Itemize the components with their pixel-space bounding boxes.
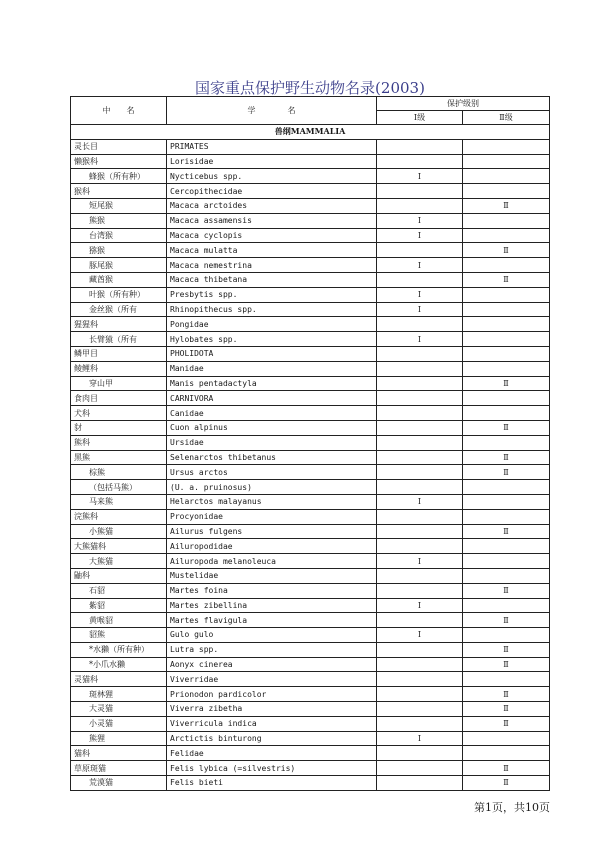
table-row — [71, 657, 550, 672]
cell-level-2 — [463, 494, 550, 509]
cell-level-2: Ⅱ — [463, 198, 550, 213]
cell-scientific-name: Rhinopithecus spp. — [167, 302, 377, 317]
cell-scientific-name: Hylobates spp. — [167, 332, 377, 347]
cell-scientific-name: Prionodon pardicolor — [167, 687, 377, 702]
cell-chinese-name: 蜂猴（所有种） — [71, 169, 167, 184]
cell-level-2 — [463, 539, 550, 554]
cell-chinese-name: 熊科 — [71, 435, 167, 450]
cell-level-2 — [463, 139, 550, 154]
table-row — [71, 243, 550, 258]
cell-scientific-name: Macaca assamensis — [167, 213, 377, 228]
cell-level-1 — [377, 198, 463, 213]
cell-level-2 — [463, 509, 550, 524]
cell-chinese-name: 犬科 — [71, 406, 167, 421]
cell-chinese-name: 浣熊科 — [71, 509, 167, 524]
cell-level-2 — [463, 480, 550, 495]
header-level-2: Ⅱ级 — [463, 111, 550, 125]
table-row — [71, 554, 550, 569]
table-row — [71, 228, 550, 243]
cell-chinese-name: 豺 — [71, 420, 167, 435]
table-row — [71, 184, 550, 199]
table-row — [71, 746, 550, 761]
cell-chinese-name: 大熊猫 — [71, 554, 167, 569]
cell-level-1: Ⅰ — [377, 213, 463, 228]
cell-chinese-name: *水獭（所有种） — [71, 642, 167, 657]
table-row — [71, 494, 550, 509]
cell-level-1 — [377, 761, 463, 776]
cell-level-1 — [377, 524, 463, 539]
cell-level-2 — [463, 302, 550, 317]
cell-level-1 — [377, 154, 463, 169]
cell-chinese-name: 食肉目 — [71, 391, 167, 406]
cell-scientific-name: Pongidae — [167, 317, 377, 332]
cell-chinese-name: 猴科 — [71, 184, 167, 199]
cell-level-2: Ⅱ — [463, 243, 550, 258]
table-row — [71, 258, 550, 273]
cell-scientific-name: Cercopithecidae — [167, 184, 377, 199]
cell-scientific-name: Viverridae — [167, 672, 377, 687]
cell-chinese-name: 台湾猴 — [71, 228, 167, 243]
cell-level-2: Ⅱ — [463, 450, 550, 465]
cell-level-1 — [377, 568, 463, 583]
cell-level-2 — [463, 406, 550, 421]
cell-level-1 — [377, 509, 463, 524]
cell-level-1: Ⅰ — [377, 302, 463, 317]
cell-level-2 — [463, 568, 550, 583]
cell-level-1 — [377, 716, 463, 731]
cell-scientific-name: Martes flavigula — [167, 613, 377, 628]
cell-scientific-name: Canidae — [167, 406, 377, 421]
cell-level-2 — [463, 731, 550, 746]
cell-level-1: Ⅰ — [377, 554, 463, 569]
cell-chinese-name: 鲮鲤科 — [71, 361, 167, 376]
cell-chinese-name: 石貂 — [71, 583, 167, 598]
cell-scientific-name: Viverra zibetha — [167, 702, 377, 717]
cell-scientific-name: PRIMATES — [167, 139, 377, 154]
cell-level-1 — [377, 613, 463, 628]
cell-chinese-name: 长臂猿（所有 — [71, 332, 167, 347]
cell-level-2: Ⅱ — [463, 613, 550, 628]
cell-chinese-name: 黑熊 — [71, 450, 167, 465]
table-row — [71, 568, 550, 583]
table-row — [71, 642, 550, 657]
cell-level-1: Ⅰ — [377, 494, 463, 509]
cell-scientific-name: Nycticebus spp. — [167, 169, 377, 184]
page-footer: 第1页，共10页 — [474, 801, 550, 814]
cell-level-1 — [377, 361, 463, 376]
cell-level-2: Ⅱ — [463, 657, 550, 672]
cell-scientific-name: Ailuropodidae — [167, 539, 377, 554]
cell-level-2 — [463, 598, 550, 613]
cell-level-2 — [463, 361, 550, 376]
cell-level-2: Ⅱ — [463, 702, 550, 717]
cell-level-2 — [463, 169, 550, 184]
cell-level-1: Ⅰ — [377, 598, 463, 613]
section-mammalia: 兽纲MAMMALIA — [71, 125, 550, 140]
cell-level-1 — [377, 746, 463, 761]
cell-level-2 — [463, 332, 550, 347]
cell-chinese-name: 藏酋猴 — [71, 272, 167, 287]
cell-level-1: Ⅰ — [377, 628, 463, 643]
header-row-1 — [71, 97, 550, 111]
header-protection-level: 保护级别 — [377, 97, 550, 111]
cell-scientific-name: Felis bieti — [167, 776, 377, 791]
cell-level-1 — [377, 243, 463, 258]
cell-level-1 — [377, 465, 463, 480]
cell-scientific-name: Procyonidae — [167, 509, 377, 524]
table-row — [71, 169, 550, 184]
table-row — [71, 198, 550, 213]
table-row — [71, 465, 550, 480]
table-row — [71, 583, 550, 598]
cell-chinese-name: 棕熊 — [71, 465, 167, 480]
cell-level-1 — [377, 583, 463, 598]
cell-level-1 — [377, 406, 463, 421]
cell-chinese-name: 荒漠猫 — [71, 776, 167, 791]
cell-chinese-name: 灵猫科 — [71, 672, 167, 687]
cell-level-2: Ⅱ — [463, 687, 550, 702]
cell-chinese-name: 熊猴 — [71, 213, 167, 228]
cell-scientific-name: Macaca mulatta — [167, 243, 377, 258]
table-row — [71, 598, 550, 613]
cell-level-1 — [377, 672, 463, 687]
table-row — [71, 672, 550, 687]
cell-level-2 — [463, 213, 550, 228]
table-row — [71, 154, 550, 169]
table-row — [71, 776, 550, 791]
cell-scientific-name: Macaca nemestrina — [167, 258, 377, 273]
table-row — [71, 524, 550, 539]
cell-scientific-name: (U. a. pruinosus) — [167, 480, 377, 495]
cell-level-1 — [377, 776, 463, 791]
cell-chinese-name: 马来熊 — [71, 494, 167, 509]
cell-level-1 — [377, 376, 463, 391]
cell-level-2 — [463, 317, 550, 332]
cell-scientific-name: Viverricula indica — [167, 716, 377, 731]
table-row — [71, 317, 550, 332]
cell-chinese-name: 大熊猫科 — [71, 539, 167, 554]
cell-level-1 — [377, 702, 463, 717]
cell-level-2 — [463, 258, 550, 273]
species-table — [70, 96, 550, 791]
header-level-1: Ⅰ级 — [377, 111, 463, 125]
cell-level-2 — [463, 628, 550, 643]
cell-level-2: Ⅱ — [463, 642, 550, 657]
cell-chinese-name: 大灵猫 — [71, 702, 167, 717]
cell-chinese-name: 斑林狸 — [71, 687, 167, 702]
cell-scientific-name: Helarctos malayanus — [167, 494, 377, 509]
cell-chinese-name: 豚尾猴 — [71, 258, 167, 273]
cell-scientific-name: Martes foina — [167, 583, 377, 598]
cell-level-2 — [463, 287, 550, 302]
cell-level-1 — [377, 420, 463, 435]
table-row — [71, 539, 550, 554]
cell-level-1 — [377, 642, 463, 657]
cell-level-2: Ⅱ — [463, 524, 550, 539]
table-row — [71, 450, 550, 465]
cell-chinese-name: 叶猴（所有种） — [71, 287, 167, 302]
cell-scientific-name: Cuon alpinus — [167, 420, 377, 435]
cell-scientific-name: Lutra spp. — [167, 642, 377, 657]
cell-level-2 — [463, 435, 550, 450]
cell-chinese-name: 金丝猴（所有 — [71, 302, 167, 317]
cell-scientific-name: Martes zibellina — [167, 598, 377, 613]
cell-chinese-name: 猕猴 — [71, 243, 167, 258]
table-row — [71, 346, 550, 361]
cell-chinese-name: *小爪水獭 — [71, 657, 167, 672]
cell-scientific-name: Ailurus fulgens — [167, 524, 377, 539]
cell-level-1 — [377, 450, 463, 465]
cell-chinese-name: 懒猴科 — [71, 154, 167, 169]
cell-scientific-name: Manidae — [167, 361, 377, 376]
cell-chinese-name: 灵长目 — [71, 139, 167, 154]
cell-scientific-name: Ailuropoda melanoleuca — [167, 554, 377, 569]
table-row — [71, 272, 550, 287]
cell-scientific-name: Macaca arctoides — [167, 198, 377, 213]
cell-level-2: Ⅱ — [463, 465, 550, 480]
cell-scientific-name: Gulo gulo — [167, 628, 377, 643]
cell-chinese-name: 小灵猫 — [71, 716, 167, 731]
cell-chinese-name: 猩猩科 — [71, 317, 167, 332]
cell-level-1: Ⅰ — [377, 287, 463, 302]
cell-level-1 — [377, 272, 463, 287]
cell-scientific-name: Selenarctos thibetanus — [167, 450, 377, 465]
cell-chinese-name: 小熊猫 — [71, 524, 167, 539]
table-row — [71, 420, 550, 435]
cell-scientific-name: Lorisidae — [167, 154, 377, 169]
cell-level-2 — [463, 184, 550, 199]
cell-scientific-name: PHOLIDOTA — [167, 346, 377, 361]
cell-level-1 — [377, 139, 463, 154]
cell-chinese-name: 短尾猴 — [71, 198, 167, 213]
cell-chinese-name: 貂熊 — [71, 628, 167, 643]
cell-chinese-name: 草原斑猫 — [71, 761, 167, 776]
header-chinese-name: 中 名 — [71, 97, 167, 125]
cell-scientific-name: Ursidae — [167, 435, 377, 450]
table-row — [71, 731, 550, 746]
cell-chinese-name: 熊狸 — [71, 731, 167, 746]
cell-level-2: Ⅱ — [463, 420, 550, 435]
cell-level-2: Ⅱ — [463, 583, 550, 598]
cell-chinese-name: 鳞甲目 — [71, 346, 167, 361]
cell-level-1: Ⅰ — [377, 169, 463, 184]
cell-scientific-name: Felidae — [167, 746, 377, 761]
table-row — [71, 302, 550, 317]
cell-level-2 — [463, 228, 550, 243]
table-row — [71, 361, 550, 376]
table-row — [71, 376, 550, 391]
cell-level-1 — [377, 687, 463, 702]
cell-level-2: Ⅱ — [463, 376, 550, 391]
cell-level-2: Ⅱ — [463, 776, 550, 791]
cell-level-2 — [463, 154, 550, 169]
cell-level-2 — [463, 672, 550, 687]
cell-level-1 — [377, 539, 463, 554]
cell-scientific-name: Manis pentadactyla — [167, 376, 377, 391]
cell-level-1 — [377, 480, 463, 495]
cell-level-1 — [377, 317, 463, 332]
cell-level-1: Ⅰ — [377, 332, 463, 347]
cell-level-2: Ⅱ — [463, 716, 550, 731]
cell-level-1 — [377, 346, 463, 361]
cell-chinese-name: （包括马熊） — [71, 480, 167, 495]
cell-chinese-name: 紫貂 — [71, 598, 167, 613]
table-row — [71, 613, 550, 628]
section-row — [71, 125, 550, 140]
table-row — [71, 702, 550, 717]
cell-level-2: Ⅱ — [463, 272, 550, 287]
cell-scientific-name: Aonyx cinerea — [167, 657, 377, 672]
table-row — [71, 213, 550, 228]
cell-chinese-name: 猫科 — [71, 746, 167, 761]
cell-scientific-name: Macaca cyclopis — [167, 228, 377, 243]
page-title: 国家重点保护野生动物名录(2003) — [195, 79, 425, 97]
table-row — [71, 139, 550, 154]
cell-scientific-name: Arctictis binturong — [167, 731, 377, 746]
cell-level-2 — [463, 554, 550, 569]
cell-scientific-name: Mustelidae — [167, 568, 377, 583]
cell-level-2 — [463, 346, 550, 361]
cell-level-1 — [377, 435, 463, 450]
header-scientific-name: 学 名 — [167, 97, 377, 125]
cell-level-1: Ⅰ — [377, 228, 463, 243]
cell-level-2 — [463, 746, 550, 761]
table-row — [71, 509, 550, 524]
table-row — [71, 287, 550, 302]
table-row — [71, 480, 550, 495]
table-row — [71, 391, 550, 406]
table-row — [71, 687, 550, 702]
cell-scientific-name: Presbytis spp. — [167, 287, 377, 302]
cell-chinese-name: 鼬科 — [71, 568, 167, 583]
table-row — [71, 716, 550, 731]
cell-scientific-name: Felis lybica (=silvestris) — [167, 761, 377, 776]
cell-scientific-name: Macaca thibetana — [167, 272, 377, 287]
table-row — [71, 332, 550, 347]
cell-level-2: Ⅱ — [463, 761, 550, 776]
cell-scientific-name: Ursus arctos — [167, 465, 377, 480]
cell-level-1 — [377, 391, 463, 406]
cell-chinese-name: 穿山甲 — [71, 376, 167, 391]
cell-level-2 — [463, 391, 550, 406]
cell-level-1 — [377, 184, 463, 199]
cell-scientific-name: CARNIVORA — [167, 391, 377, 406]
cell-level-1: Ⅰ — [377, 731, 463, 746]
table-row — [71, 761, 550, 776]
cell-level-1 — [377, 657, 463, 672]
cell-chinese-name: 黄喉貂 — [71, 613, 167, 628]
table-row — [71, 628, 550, 643]
table-row — [71, 435, 550, 450]
table-row — [71, 406, 550, 421]
cell-level-1: Ⅰ — [377, 258, 463, 273]
